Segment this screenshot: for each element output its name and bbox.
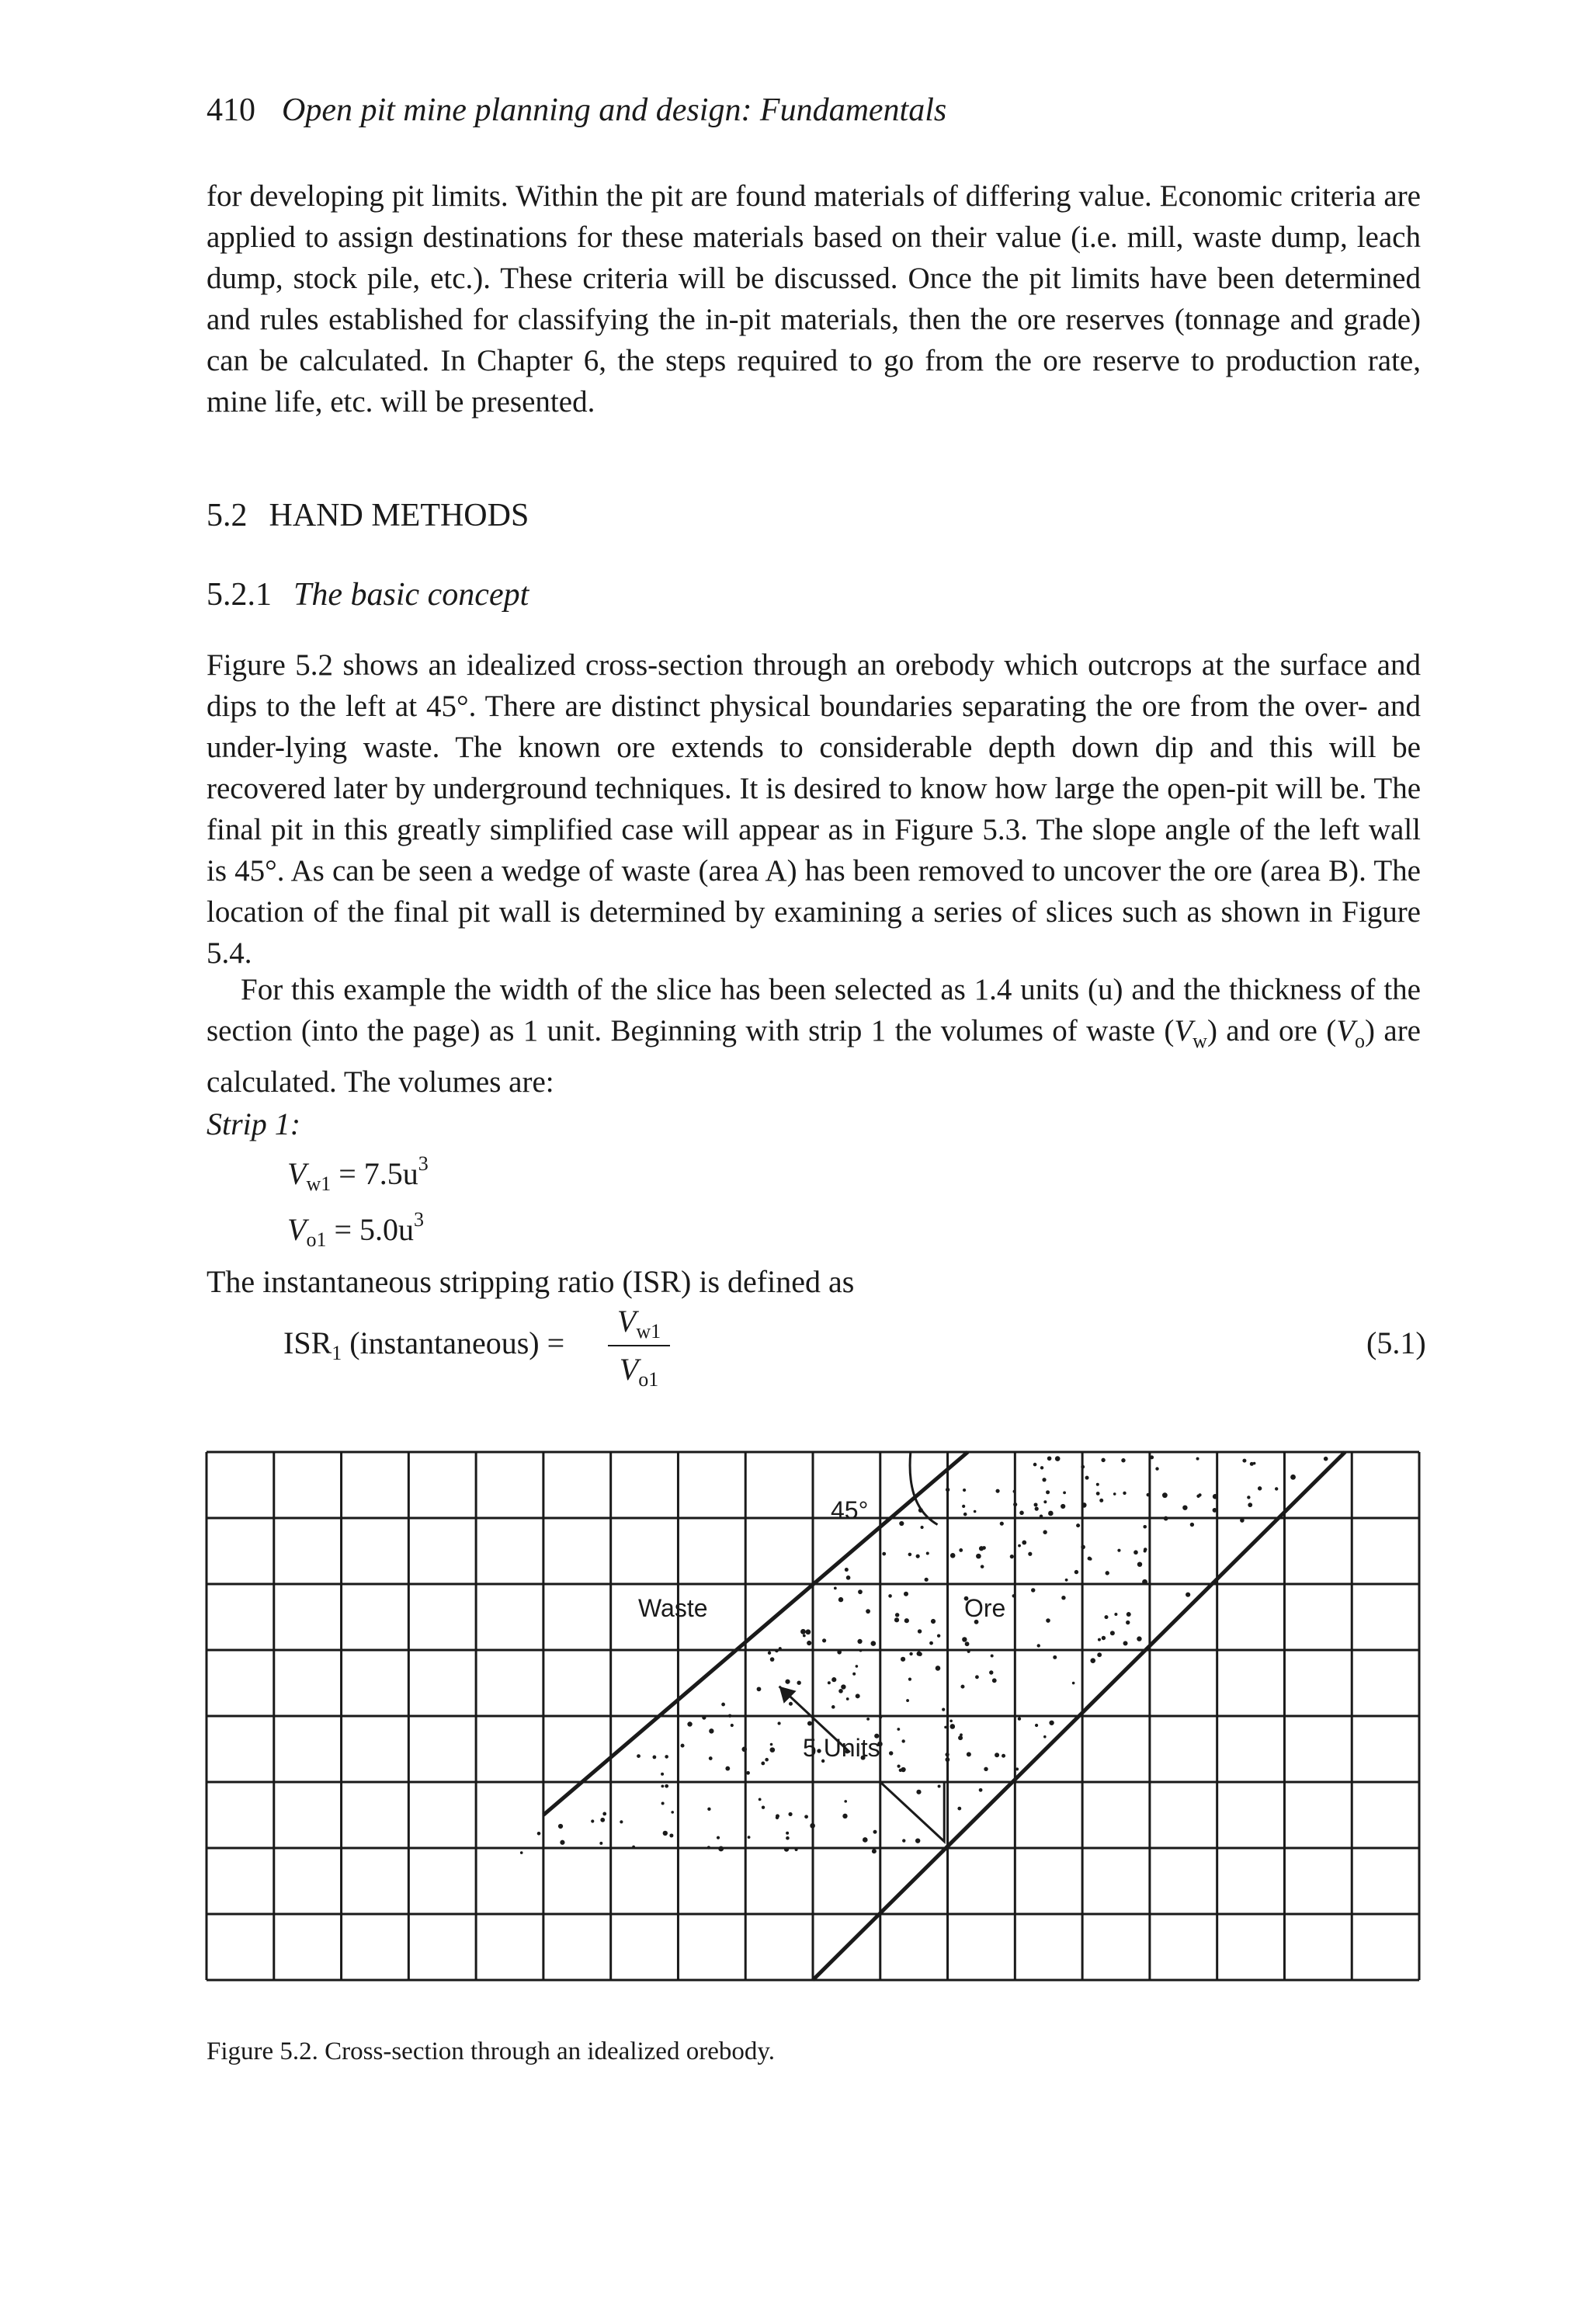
stipple-dot	[537, 1832, 541, 1836]
running-head	[207, 92, 946, 129]
stipple-dot	[963, 1489, 966, 1492]
stipple-dot	[846, 1697, 849, 1700]
stipple-dot	[1126, 1621, 1130, 1624]
stipple-dot	[857, 1639, 862, 1644]
stipple-dot	[841, 1684, 845, 1689]
stipple-dot	[856, 1665, 859, 1668]
grid-lines	[207, 1452, 1419, 1980]
stipple-dot	[1055, 1456, 1061, 1461]
stipple-dot	[916, 1555, 920, 1558]
waste-label: Waste	[638, 1594, 708, 1622]
stipple-dot	[929, 1641, 933, 1645]
section-heading	[207, 497, 529, 534]
stipple-dot	[871, 1641, 877, 1646]
stipple-dot	[1072, 1682, 1075, 1685]
stipple-dot	[915, 1838, 920, 1843]
stipple-dot	[967, 1752, 971, 1756]
stipple-dot	[600, 1818, 605, 1822]
angle-label: 45°	[831, 1496, 869, 1524]
stipple-dot	[936, 1666, 941, 1671]
stipple-dot	[1043, 1500, 1047, 1503]
stipple-dot	[725, 1766, 730, 1771]
stipple-dot	[1248, 1502, 1252, 1507]
slice-triangle	[880, 1782, 944, 1842]
stipple-dot	[1033, 1463, 1037, 1467]
stipple-dot	[838, 1597, 843, 1602]
stipple-dot	[1127, 1612, 1131, 1617]
isr-definition: The instantaneous stripping ratio (ISR) is defined as	[207, 1264, 855, 1299]
stipple-dot	[906, 1699, 909, 1702]
stipple-dot	[776, 1816, 779, 1819]
stipple-dot	[975, 1675, 979, 1679]
stipple-dot	[1076, 1523, 1080, 1527]
stipple-dot	[687, 1721, 692, 1726]
stipple-dot	[866, 1718, 870, 1721]
stipple-dot	[838, 1689, 843, 1693]
page-number: 410	[207, 92, 255, 128]
stipple-dot	[560, 1840, 564, 1845]
strip-label: Strip 1:	[207, 1106, 301, 1141]
stipple-dot	[786, 1832, 789, 1835]
ore-stipple	[520, 1455, 1328, 1854]
ore-exponent: 3	[414, 1208, 424, 1231]
stipple-dot	[958, 1735, 963, 1740]
stipple-dot	[765, 1758, 769, 1762]
stipple-dot	[520, 1851, 523, 1854]
stipple-dot	[979, 1788, 983, 1792]
stipple-dot	[1018, 1544, 1021, 1548]
stipple-dot	[1085, 1476, 1089, 1480]
stipple-dot	[1190, 1523, 1194, 1527]
stipple-dot	[1133, 1550, 1138, 1555]
ore-subscript: o1	[306, 1228, 327, 1251]
stipple-dot	[1121, 1458, 1125, 1462]
stipple-dot	[717, 1836, 720, 1839]
stipple-dot	[856, 1693, 860, 1698]
stipple-dot	[746, 1771, 750, 1775]
stipple-dot	[1035, 1724, 1038, 1727]
concept-paragraph: Figure 5.2 shows an idealized cross-section through an orebody which outcrops at the surface and dips to the left at 45°. There are distinct physical boundaries separating the ore from the over- and under-lying waste. The known ore extends to considerable depth down dip and this will be recovered later by underground techniques. It is desired to know how large the open-pit will be. The final pit in this greatly simplified case will appear as in Figure 5.3. The slope angle of the left wall is 45°. As can be seen a wedge of waste (area A) has been removed to uncover the ore (area B). The location of the final pit wall is determined by examining a series of slices such as shown in Figure 5.4.	[207, 648, 1421, 970]
stipple-dot	[873, 1830, 877, 1834]
orebody-cross-section-figure	[205, 1450, 1421, 1982]
stipple-dot	[834, 1587, 837, 1590]
stipple-dot	[797, 1680, 800, 1684]
stipple-dot	[904, 1592, 908, 1596]
stipple-dot	[663, 1831, 668, 1836]
stipple-dot	[602, 1812, 606, 1816]
ore-label: Ore	[964, 1594, 1006, 1622]
stipple-dot	[845, 1568, 849, 1572]
stipple-dot	[1018, 1717, 1021, 1720]
stipple-dot	[852, 1673, 856, 1676]
stipple-dot	[1143, 1525, 1147, 1529]
stipple-dot	[895, 1613, 899, 1617]
denominator-subscript: o1	[638, 1368, 659, 1391]
stipple-dot	[918, 1629, 922, 1633]
stipple-dot	[1043, 1735, 1047, 1739]
stipple-dot	[669, 1833, 673, 1837]
stipple-dot	[901, 1657, 905, 1662]
stipple-dot	[989, 1670, 993, 1674]
stipple-dot	[652, 1756, 656, 1760]
stipple-dot	[982, 1546, 986, 1550]
ore-value: = 5.0u	[326, 1212, 414, 1247]
stipple-dot	[960, 1685, 964, 1689]
stipple-dot	[800, 1629, 806, 1634]
stipple-dot	[807, 1641, 811, 1645]
waste-subscript: w1	[306, 1172, 332, 1195]
stipple-dot	[1123, 1492, 1126, 1495]
stipple-dot	[1000, 1522, 1004, 1526]
stipple-dot	[1037, 1644, 1040, 1647]
stipple-dot	[770, 1743, 773, 1746]
stipple-dot	[721, 1703, 725, 1707]
ore-volume-equation	[287, 1208, 424, 1252]
stipple-dot	[995, 1489, 999, 1493]
stipple-dot	[788, 1812, 792, 1816]
waste-value: = 7.5u	[331, 1156, 418, 1191]
stipple-dot	[759, 1798, 762, 1801]
isr-symbol: ISR	[283, 1325, 332, 1360]
stipple-dot	[1247, 1495, 1250, 1499]
stipple-dot	[1048, 1511, 1054, 1516]
stipple-dot	[981, 1565, 984, 1568]
stipple-dot	[1028, 1552, 1032, 1556]
stipple-dot	[894, 1617, 899, 1622]
stipple-dot	[709, 1728, 713, 1733]
example-end: ) are calculated. The volumes are:	[207, 1014, 1421, 1099]
stipple-dot	[709, 1756, 713, 1760]
stipple-dot	[661, 1784, 664, 1787]
stipple-dot	[1290, 1475, 1296, 1480]
stipple-dot	[1002, 1754, 1005, 1758]
stipple-dot	[931, 1619, 936, 1624]
vw-symbol: V	[1174, 1014, 1193, 1047]
stipple-dot	[1019, 1511, 1024, 1516]
stipple-dot	[1046, 1618, 1050, 1623]
stipple-dot	[901, 1767, 905, 1772]
stipple-dot	[770, 1657, 775, 1662]
stipple-dot	[1117, 1549, 1120, 1552]
stipple-dot	[1186, 1593, 1190, 1597]
stipple-dot	[1053, 1655, 1057, 1659]
stipple-dot	[916, 1790, 921, 1794]
stipple-dot	[1113, 1492, 1116, 1495]
intro-paragraph: for developing pit limits. Within the pit are found materials of differing value. Economic criteria are applied to assign destinations for these materials based on their value (i.e. mill, waste dump, leach dump, stock pile, etc.). These criteria will be discussed. Once the pit limits have been determined and rules established for classifying the in-pit materials, then the ore reserves (tonnage and grade) can be calculated. In Chapter 6, the steps required to go from the ore reserve to production rate, mine life, etc. will be presented.	[207, 179, 1421, 419]
stipple-dot	[1099, 1499, 1103, 1502]
numerator-symbol: V	[616, 1304, 637, 1339]
section-title: HAND METHODS	[269, 498, 529, 533]
stipple-dot	[1063, 1491, 1066, 1494]
stipple-dot	[920, 1526, 923, 1529]
stipple-dot	[950, 1724, 956, 1729]
stipple-dot	[882, 1552, 886, 1556]
stipple-dot	[899, 1521, 904, 1526]
vw-subscript: w	[1192, 1029, 1207, 1052]
stipple-dot	[757, 1687, 762, 1691]
stipple-dot	[959, 1548, 963, 1552]
subsection-number: 5.2.1	[207, 577, 272, 613]
stipple-dot	[908, 1678, 911, 1681]
stipple-dot	[844, 1800, 847, 1803]
stipple-dot	[661, 1773, 664, 1776]
stipple-dot	[897, 1765, 900, 1768]
isr-lhs	[283, 1325, 564, 1365]
stipple-dot	[828, 1681, 831, 1684]
stipple-dot	[976, 1554, 981, 1559]
ore-symbol: V	[287, 1212, 307, 1247]
waste-volume-equation	[287, 1152, 429, 1196]
stipple-dot	[1061, 1504, 1065, 1509]
stipple-dot	[807, 1721, 812, 1726]
stipple-dot	[681, 1744, 685, 1748]
width-label: 5 Units	[803, 1734, 880, 1762]
stipple-dot	[1040, 1466, 1043, 1469]
stipple-dot	[901, 1739, 904, 1742]
stipple-dot	[1035, 1506, 1039, 1510]
stipple-dot	[909, 1652, 912, 1655]
stipple-dot	[761, 1762, 765, 1766]
stipple-dot	[1114, 1613, 1117, 1616]
stipple-dot	[965, 1641, 970, 1646]
denominator-symbol: V	[619, 1352, 639, 1387]
cross-section-diagram	[205, 1450, 1421, 1982]
waste-exponent: 3	[418, 1152, 429, 1175]
stipple-dot	[1101, 1458, 1105, 1462]
stipple-dot	[1098, 1638, 1101, 1641]
stipple-dot	[805, 1629, 811, 1634]
stipple-dot	[937, 1634, 940, 1637]
stipple-dot	[1275, 1487, 1278, 1490]
stipple-dot	[1137, 1561, 1142, 1566]
stipple-dot	[908, 1553, 912, 1557]
stipple-dot	[762, 1806, 765, 1809]
stipple-dot	[1123, 1641, 1128, 1645]
stipple-dot	[1046, 1490, 1050, 1494]
stipple-dot	[992, 1678, 997, 1683]
stipple-dot	[785, 1680, 790, 1684]
stipple-dot	[1022, 1541, 1026, 1545]
waste-symbol: V	[287, 1156, 307, 1191]
stipple-dot	[1061, 1596, 1065, 1600]
stipple-dot	[1096, 1483, 1099, 1486]
subsection-heading	[207, 576, 529, 613]
stipple-dot	[1034, 1502, 1038, 1506]
fraction-numerator	[608, 1303, 670, 1343]
section-number: 5.2	[207, 498, 248, 533]
stipple-dot	[995, 1753, 999, 1757]
stipple-dot	[637, 1754, 641, 1758]
example-paragraph	[207, 969, 1421, 1103]
stipple-dot	[748, 1836, 751, 1839]
stipple-dot	[926, 1552, 929, 1555]
stipple-dot	[671, 1811, 674, 1814]
stipple-dot	[707, 1808, 710, 1811]
numerator-subscript: w1	[636, 1320, 661, 1343]
stipple-dot	[1065, 1579, 1068, 1582]
stipple-dot	[770, 1747, 776, 1753]
stipple-dot	[831, 1677, 836, 1682]
stipple-dot	[950, 1553, 956, 1558]
stipple-dot	[1049, 1721, 1054, 1725]
vo-subscript: o	[1355, 1029, 1366, 1052]
stipple-dot	[1324, 1457, 1328, 1461]
example-text: For this example the width of the slice has been selected as 1.4 units (u) and the thickness of the section (into the page) as 1 unit. Beginning with strip 1 the volumes of waste (	[207, 973, 1421, 1047]
stipple-dot	[1031, 1588, 1035, 1592]
stipple-dot	[963, 1513, 967, 1516]
isr-fraction	[608, 1303, 670, 1391]
stipple-dot	[925, 1578, 929, 1582]
stipple-dot	[888, 1594, 892, 1598]
hanging-wall-contact	[543, 1452, 968, 1815]
stipple-dot	[661, 1802, 665, 1805]
stipple-dot	[904, 1618, 909, 1623]
fraction-bar	[608, 1345, 670, 1346]
stipple-dot	[804, 1815, 808, 1819]
stipple-dot	[938, 1784, 941, 1787]
stipple-dot	[1102, 1636, 1106, 1640]
stipple-dot	[599, 1842, 602, 1845]
stipple-dot	[1155, 1467, 1158, 1470]
stipple-dot	[1043, 1530, 1047, 1534]
stipple-dot	[803, 1634, 806, 1638]
stipple-dot	[1196, 1457, 1199, 1461]
stipple-dot	[1106, 1571, 1109, 1575]
stipple-dot	[1047, 1456, 1052, 1461]
stipple-dot	[984, 1767, 988, 1771]
stipple-dot	[620, 1820, 623, 1823]
example-middle: ) and ore (	[1206, 1014, 1337, 1047]
stipple-dot	[1096, 1492, 1100, 1495]
stipple-dot	[786, 1836, 790, 1840]
subsection-title: The basic concept	[293, 577, 529, 613]
stipple-dot	[957, 1807, 961, 1811]
stipple-dot	[1182, 1505, 1187, 1509]
stipple-dot	[1074, 1570, 1078, 1574]
stipple-dot	[897, 1728, 900, 1731]
stipple-dot	[918, 1652, 922, 1656]
fraction-denominator	[608, 1351, 670, 1391]
stipple-dot	[974, 1510, 977, 1513]
stipple-dot	[1258, 1486, 1262, 1490]
stipple-dot	[665, 1784, 668, 1788]
stipple-dot	[1242, 1459, 1246, 1463]
stipple-dot	[842, 1814, 847, 1819]
equation-number: (5.1)	[1366, 1325, 1426, 1360]
stipple-dot	[1144, 1548, 1147, 1551]
stipple-dot	[846, 1575, 851, 1580]
stipple-dot	[942, 1708, 945, 1711]
stipple-dot	[822, 1638, 826, 1642]
stipple-dot	[949, 1720, 953, 1723]
isr-lhs-text: (instantaneous) =	[342, 1325, 565, 1360]
isr-subscript: 1	[332, 1342, 342, 1364]
stipple-dot	[1090, 1658, 1095, 1663]
stipple-dot	[889, 1751, 893, 1755]
book-title: Open pit mine planning and design: Fundamentals	[282, 92, 947, 128]
stipple-dot	[991, 1654, 994, 1657]
stipple-dot	[863, 1837, 868, 1843]
stipple-dot	[1097, 1652, 1102, 1657]
stipple-dot	[591, 1819, 594, 1822]
stipple-dot	[777, 1721, 780, 1725]
stipple-dot	[872, 1849, 877, 1853]
stipple-dot	[1010, 1555, 1014, 1558]
stipple-dot	[558, 1824, 563, 1829]
stipple-dot	[1042, 1478, 1046, 1482]
stipple-dot	[1089, 1558, 1092, 1561]
stipple-dot	[831, 1705, 835, 1709]
stipple-dot	[1110, 1631, 1115, 1635]
stipple-dot	[1162, 1492, 1168, 1498]
stipple-dot	[1137, 1636, 1141, 1641]
stipple-dot	[858, 1589, 863, 1594]
stipple-dot	[1104, 1615, 1108, 1619]
stipple-dot	[665, 1755, 668, 1759]
vo-symbol: V	[1336, 1014, 1356, 1047]
stipple-dot	[789, 1702, 793, 1706]
stipple-dot	[1253, 1462, 1256, 1465]
stipple-dot	[768, 1652, 771, 1655]
figure-caption: Figure 5.2. Cross-section through an idealized orebody.	[207, 2037, 775, 2065]
stipple-dot	[962, 1505, 965, 1508]
stipple-dot	[962, 1637, 967, 1641]
stipple-dot	[902, 1839, 905, 1842]
stipple-dot	[866, 1609, 870, 1614]
stipple-dot	[1196, 1495, 1199, 1498]
stipple-dot	[731, 1724, 734, 1727]
